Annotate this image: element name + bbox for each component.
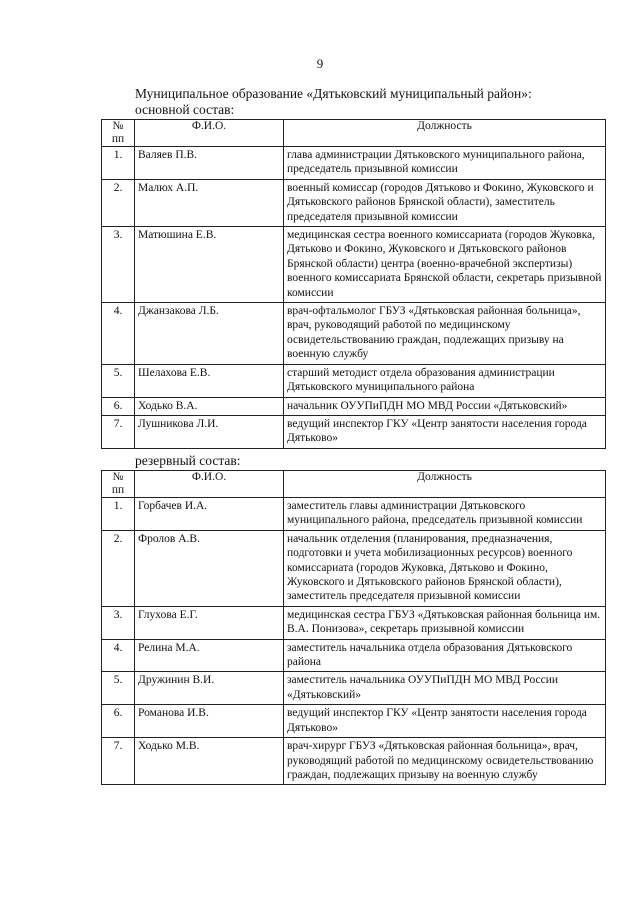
main-section-title: основной состав: [135, 102, 235, 117]
row-number: 6. [102, 705, 135, 738]
row-number: 3. [102, 606, 135, 639]
table-row [102, 303, 606, 365]
row-name: Лушникова Л.И. [135, 415, 284, 448]
column-header-number: № пп [102, 120, 135, 147]
main-roster-table [101, 119, 606, 449]
table-row [102, 364, 606, 397]
row-name: Ходько В.А. [135, 397, 284, 415]
table-row [102, 147, 606, 180]
row-name: Ходько М.В. [135, 738, 284, 785]
table-row [102, 227, 606, 303]
table-header-row [102, 120, 606, 147]
row-number: 1. [102, 498, 135, 531]
column-header-name: Ф.И.О. [135, 120, 284, 147]
row-position: заместитель начальника ОУУПиПДН МО МВД России «Дятьковский» [284, 672, 606, 705]
row-position: начальник ОУУПиПДН МО МВД России «Дятьковский» [284, 397, 606, 415]
table-row [102, 415, 606, 448]
row-name: Горбачев И.А. [135, 498, 284, 531]
row-number: 2. [102, 530, 135, 606]
row-position: врач-офтальмолог ГБУЗ «Дятьковская районная больница», врач, руководящий работой по медицинскому освидетельствованию граждан, подлежащих призыву на военную службу [284, 303, 606, 365]
row-number: 5. [102, 364, 135, 397]
row-name: Глухова Е.Г. [135, 606, 284, 639]
column-header-number: № пп [102, 471, 135, 498]
row-number: 7. [102, 415, 135, 448]
column-header-name: Ф.И.О. [135, 471, 284, 498]
table-row [102, 179, 606, 226]
row-position: врач-хирург ГБУЗ «Дятьковская районная больница», врач, руководящий работой по медицинскому освидетельствованию граждан, подлежащих призыву на военную службу [284, 738, 606, 785]
row-name: Малюх А.П. [135, 179, 284, 226]
reserve-section-title: резервный состав: [135, 453, 241, 468]
table-row [102, 606, 606, 639]
row-position: заместитель начальника отдела образования Дятьковского района [284, 639, 606, 672]
row-number: 6. [102, 397, 135, 415]
column-header-position: Должность [284, 471, 606, 498]
document-heading: Муниципальное образование «Дятьковский муниципальный район»: [135, 86, 532, 101]
row-position: медицинская сестра ГБУЗ «Дятьковская районная больница им. В.А. Понизова», секретарь призывной комиссии [284, 606, 606, 639]
row-number: 7. [102, 738, 135, 785]
table-row [102, 705, 606, 738]
column-header-position: Должность [284, 120, 606, 147]
row-number: 2. [102, 179, 135, 226]
row-name: Матюшина Е.В. [135, 227, 284, 303]
row-position: ведущий инспектор ГКУ «Центр занятости населения города Дятьково» [284, 415, 606, 448]
row-name: Валяев П.В. [135, 147, 284, 180]
row-number: 4. [102, 303, 135, 365]
row-position: ведущий инспектор ГКУ «Центр занятости населения города Дятьково» [284, 705, 606, 738]
row-name: Шелахова Е.В. [135, 364, 284, 397]
row-position: медицинская сестра военного комиссариата (городов Жуковка, Дятьково и Фокино, Жуковского и Дятьковского районов Брянской области) центра (военно-врачебной экспертизы) военного комиссариата Брянской области, секретарь призывной комиссии [284, 227, 606, 303]
row-name: Фролов А.В. [135, 530, 284, 606]
row-name: Дружинин В.И. [135, 672, 284, 705]
table-row [102, 639, 606, 672]
row-name: Романова И.В. [135, 705, 284, 738]
table-row [102, 498, 606, 531]
row-number: 4. [102, 639, 135, 672]
row-number: 5. [102, 672, 135, 705]
page-number: 9 [316, 56, 324, 71]
row-name: Релина М.А. [135, 639, 284, 672]
table-row [102, 738, 606, 785]
table-row [102, 397, 606, 415]
row-position: начальник отделения (планирования, предназначения, подготовки и учета мобилизационных ресурсов) военного комиссариата (городов Жуковка, Дятьково и Фокино, Жуковского и Дятьковского районов Брянской области), заместитель председателя призывной комиссии [284, 530, 606, 606]
reserve-roster-table [101, 470, 606, 785]
row-position: глава администрации Дятьковского муниципального района, председатель призывной комиссии [284, 147, 606, 180]
table-header-row [102, 471, 606, 498]
row-position: старший методист отдела образования администрации Дятьковского муниципального района [284, 364, 606, 397]
row-number: 3. [102, 227, 135, 303]
row-number: 1. [102, 147, 135, 180]
table-row [102, 530, 606, 606]
row-name: Джанзакова Л.Б. [135, 303, 284, 365]
table-row [102, 672, 606, 705]
row-position: военный комиссар (городов Дятьково и Фокино, Жуковского и Дятьковского районов Брянской области), заместитель председателя призывной комиссии [284, 179, 606, 226]
row-position: заместитель главы администрации Дятьковского муниципального района, председатель призывной комиссии [284, 498, 606, 531]
